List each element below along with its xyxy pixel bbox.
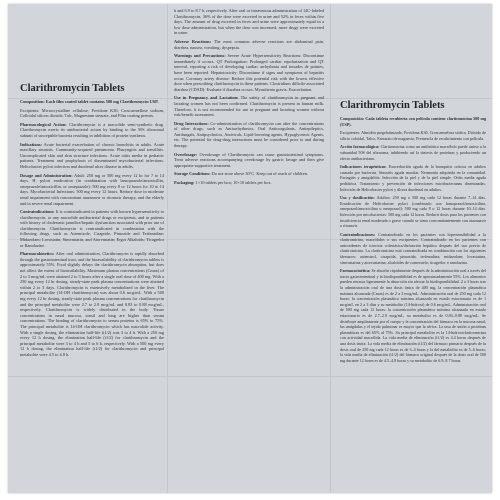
section-body: Clarithromycin is a macrolide semi-synthetic drug. Clarithromycin exerts its antibacterial action by binding to the 50S ribosomal subunit of susceptible bacteria resulting in inhibition of protein synthesis. (20, 121, 164, 138)
section-body: Adultos: 250 mg o 500 mg cada 12 horas durante 7–14 días. Erradicación de Helicobacter pylori (combinado con lansoprazol/amoxicilina, omeprazol/amoxicilina u omeprazol): 500 mg cada 8 o 12 horas durante 10–14 días. Infección por micobacterias: 500 mg cada 12 horas. Reducir dosis para los pacientes con insuficiencia renal moderada o grave cuando se toma concomitantemente con atazanavir o ritonavir. (340, 195, 486, 229)
section-heading: Packaging: (174, 180, 195, 186)
section-heading: Acción farmacológica: (340, 144, 380, 150)
section-body: Contraindicado en los pacientes con hipersensibilidad a la claritromicina, macrólidos o sus excipientes. Contraindicado en los pacientes con antecedentes de ictericia colestásica/disfunción hepática después del uso previo de claritromicina. La claritromicina está contraindicada en combinación con los siguientes fármacos: astemizol, cisaprida, pimozida, terfenadina; midazolam; lovastatina, simvastatina y atorvastatina; alcaloides de cornezuelo; ticagrelor o ranolazina. (340, 231, 486, 265)
farmacocinetica-paragraph (340, 268, 486, 363)
fold-line (8, 376, 492, 377)
package-insert-leaflet (8, 4, 492, 493)
english-column-middle (174, 8, 324, 189)
pharmacological-action-paragraph (20, 122, 164, 139)
section-heading: Farmacocinética: (340, 268, 371, 274)
section-body: Claritromicina como un antibiótico macrólido puede unirse a la subunidad 50S del ribosoma, inhibiendo así la síntesis de proteínas y produciendo un efecto antibacteriano. (340, 144, 486, 161)
composicion-paragraph: Composición: Cada tableta recubierta con película contiene claritromicina 500 mg (USP). (340, 116, 486, 127)
pregnancy-paragraph (174, 95, 324, 117)
section-heading: Storage Conditions: (174, 171, 211, 177)
section-heading: Pharmacological Action: (20, 121, 67, 127)
fold-line (330, 4, 331, 493)
section-heading: Adverse Reactions: (174, 38, 212, 44)
section-heading: Contraindicaciones: (340, 231, 376, 237)
section-heading: Use in Pregnancy and Lactation: (174, 95, 239, 101)
accion-farmacologica-paragraph (340, 144, 486, 161)
section-heading: Uso y dosificación: (340, 195, 375, 201)
dosage-paragraph (20, 173, 164, 207)
spanish-column (340, 8, 486, 366)
warnings-paragraph (174, 53, 324, 92)
section-heading: Dosage and Administration: (20, 172, 73, 178)
section-body: It is contraindicated in patients with known hypersensitivity to clarithromycin, or any macrolide antibacterial drugs or excipients, and in patients with history of cholestatic jaundice/hepatic dysfunction associated with prior use of clarithromycin. Clarithromycin is contraindicated in combination with the following drugs, such as Astemizole, Cisapride, Pimozide and Terfenadine; Midazolam; Lovastatin, Simvastatin, and Atorvastatin; Ergot Alkaloids; Ticagrelor or Ranolazine. (20, 209, 164, 248)
section-heading: Drug Interactions: (174, 120, 209, 126)
section-body: After oral administration, Clarithromycin is rapidly absorbed through the gastrointestinal tract, and the bioavailability of clarithromycin tablets is approximately 55%. Food slightly delays the clarithromycin absorption, but does not affect the extent of bioavailability. Maximum plasma concentrations (Cmax) of 2 to 3 mcg/mL were attained 2 to 3 hours after a single oral dose of 400 mg. With a 250 mg every 12 hr dosing, steady-state peak plasma concentrations were attained within 2 to 3 days. Clarithromycin is extensively metabolized in the liver. The principal metabolite (14-OH clarithromycin) was about 0.6 mcg/mL. With a 500 mg every 12 hr dosing, steady-state peak plasma concentrations for clarithromycin and the principal metabolite were 2.7 to 2.9 mcg/mL and 0.83 to 0.88 mcg/mL, respectively. Clarithromycin is widely distributed in the body. Tissue concentrations in nasal mucosa, tonsil and lung are higher than serum concentrations. The binding of clarithromycin to serum proteins is 65% to 75%. The principal metabolite is 14-OH clarithromycin which has macrolide activity. With a single dosing, the elimination half-life (t1/2) was 3 to 4 h. With a 250 mg every 12 h dosing, the elimination half-life (t1/2) for clarithromycin and the principal metabolite were 3 to 4 h and 5 to 6 h, respectively. With a 500 mg every 12 h dosing, the elimination half-life (t1/2) for clarithromycin and principal metabolite were 4.5 to 4.8 h. (20, 251, 164, 357)
pharmacokinetics-paragraph (20, 251, 164, 357)
section-body: The safety of clarithromycin in pregnant and lactating women has not been confirmed. Clarithromycin is present in human milk. Therefore, it is not recommended for use in pregnant and lactating women without risk/benefit assessment. (174, 95, 324, 118)
section-heading: Indicaciones terapéuticas: (340, 164, 387, 170)
section-body: Overdosage of Clarithromycin can cause gastrointestinal symptoms. Treat adverse reactions accompanying overdosage by gastric lavage and then give appropriate supportive treatment. (174, 151, 324, 168)
section-heading: Overdosage: (174, 151, 198, 157)
excipients-paragraph: Excipients: Microcrystalline cellulose, Povidone K30, Croscarmellose sodium, Colloidal silicon dioxide, Talc, Magnesium stearate, and Film coating premix. (20, 107, 164, 119)
section-body: Exacerbación aguda de la bronquitis crónica en adultos causada por bacterias. Sinusitis aguda maxilar. Neumonía adquirida en la comunidad. Faringitis y amigdalitis. Infección de la piel y de la piel simple. Otitis media aguda pediátrica. Tratamiento y prevención de infecciones micobacterianas diseminadas. Infección de Helicobacter pylori y úlcera duodenal en adultos. (340, 164, 486, 192)
contraindicaciones-paragraph (340, 232, 486, 266)
packaging-paragraph (174, 180, 324, 186)
indicaciones-paragraph (340, 164, 486, 192)
section-body: Co-administration of clarithromycin can alter the concentrations of other drugs, such as Antiarrhythmics, Oral Anticoagulants, Antiepileptics, Antifungals, Antipsychotics, Antivirals, Lipid-lowering agents, Hypoglycemic Agents, etc. The potential for drug-drug interactions must be considered prior to and during therapy. (174, 120, 324, 149)
section-body: Acute bacterial exacerbation of chronic bronchitis in adults. Acute maxillary sinusitis. Community-acquired pneumonia. Pharyngitis and tonsillitis. Uncomplicated skin and skin structure infections. Acute otitis media in pediatric patients. Treatment and prophylaxis of disseminated mycobacterial infections. Helicobacter pylori infection and duodenal ulcer disease in adults. (20, 141, 164, 169)
fold-line (167, 4, 168, 493)
leaflet-title-english: Clarithromycin Tablets (20, 83, 125, 94)
section-heading: Indications: (20, 141, 42, 147)
leaflet-title-spanish: Clarithromycin Tablets (340, 100, 445, 111)
section-body: Se absorbe rápidamente después de la administración oral a través del tracto gastrointestinal y la biodisponibilidad es de aproximadamente 55%. Los alimentos pueden retrasar ligeramente la absorción sin afectar la biodisponibilidad. 2 a 3 horas tras la administración oral de una dosis única de 400 mg, la concentración plasmática máxima alcanzada (Cmax) es de 2 a 3 mcg/mL. Administración oral de 250 mg cada 12 horas: la concentración plasmática máxima alcanzada en estado estacionario es de 1 mcg/mL en 2 a 3 días y su metabolito (14-hidroxi) de 0.6 mcg/mL. Administración oral de 500 mg cada 12 horas: la concentración plasmática máxima alcanzada en estado estacionario es de 2.7–2.9 mcg/mL, su metabolito es de 0.83–0.88 mcg/mL. Se distribuye ampliamente por el cuerpo y la concentración del fármaco en la mucosa nasal, las amígdalas y el tejido pulmonar es mayor que la sérica. La tasa de unión a proteínas plasmáticas es del 65% al 75%. Su principal metabolito es la 14-hidroxiclaritromicina con actividad macrólida. La vida media de eliminación (t1/2) es 4.4 horas después de una dosis única. La vida media de eliminación (t1/2) del fármaco primario después de la dosis oral de 250 mg cada 12 horas es de 3–4 horas y la del metabolito es de 5–6 horas; la vida media de eliminación (t1/2) del fármaco original después de la dosis oral de 500 mg durante 12 horas es de 4.5–4.8 horas y su metabolito de 6.9–8.7 horas. (340, 268, 486, 363)
section-body: Do not store above 30°C. Keep out of reach of children. (211, 171, 308, 177)
excipientes-paragraph: Excipientes: Almidón pregelatinizado, Povidona K30, Croscarmelosa sódica, Dióxido de silicio coloidal, Talco, Estearato de magnesio, Premezcla de recubrimiento con película. (340, 130, 486, 141)
section-heading: Warnings and Precautions: (174, 53, 226, 59)
drug-interactions-paragraph (174, 121, 324, 149)
excretion-paragraph: h and 6.9 to 8.7 h, respectively. After oral or intravenous administration of 14C-labeled Clarithromycin, 36% of the dose were excreted in urine and 52% in feces within five days. The amount of drug excreted in feces and urine were approximately equal in a low dose administration, but when the dose was increased, more drugs were excreted in urine. (174, 8, 324, 36)
section-body: Severe Acute Hypersensitivity Reactions: Discontinue immediately if occurs. QT Prolongation: Prolonged cardiac repolarization and QT interval, reporting a risk of developing cardiac arrhythmia and torsades de pointes, have been reported. Hepatotoxicity: Discontinue if signs and symptoms of hepatitis occur. Coronary artery disease: Reduce this potential risk with the lowest effective dose when prescribing clarithromycin in these patients. Clostridium difficile associated diarrhea (CDAD): Evaluate if diarrhea occurs. Myasthenia gravis: Exacerbation. (174, 53, 324, 92)
overdosage-paragraph (174, 152, 324, 169)
section-body: The most common adverse reactions are abdominal pain, diarrhea, nausea, vomiting, dyspepsia. (174, 38, 324, 50)
contraindications-paragraph (20, 209, 164, 248)
adverse-reactions-paragraph (174, 39, 324, 50)
storage-paragraph (174, 171, 324, 177)
section-heading: Pharmacokinetics: (20, 251, 55, 257)
section-heading: Contraindications: (20, 209, 55, 215)
dosificacion-paragraph (340, 195, 486, 229)
english-column-left (20, 8, 164, 361)
section-body: Adult: 250 mg or 500 mg every 12 hr for 7 to 14 days. H. pylori eradication (in combination with lansoprazole/amoxicillin, omeprazole/amoxicillin, or omeprazole): 500 mg every 8 or 12 hours for 10 to 14 days. Mycobacterial Infections: 500 mg every 12 hours. Reduce dose in moderate renal impairment with concomitant atazanavir or ritonavir therapy, and the elderly and in severe renal impairment. (20, 172, 164, 206)
indications-paragraph (20, 142, 164, 170)
composition-paragraph: Composition: Each film coated tablet contains 500 mg Clarithromycin USP. (20, 99, 159, 104)
section-body: 1×10 tablets per box; 10×10 tablets per box. (195, 180, 272, 186)
